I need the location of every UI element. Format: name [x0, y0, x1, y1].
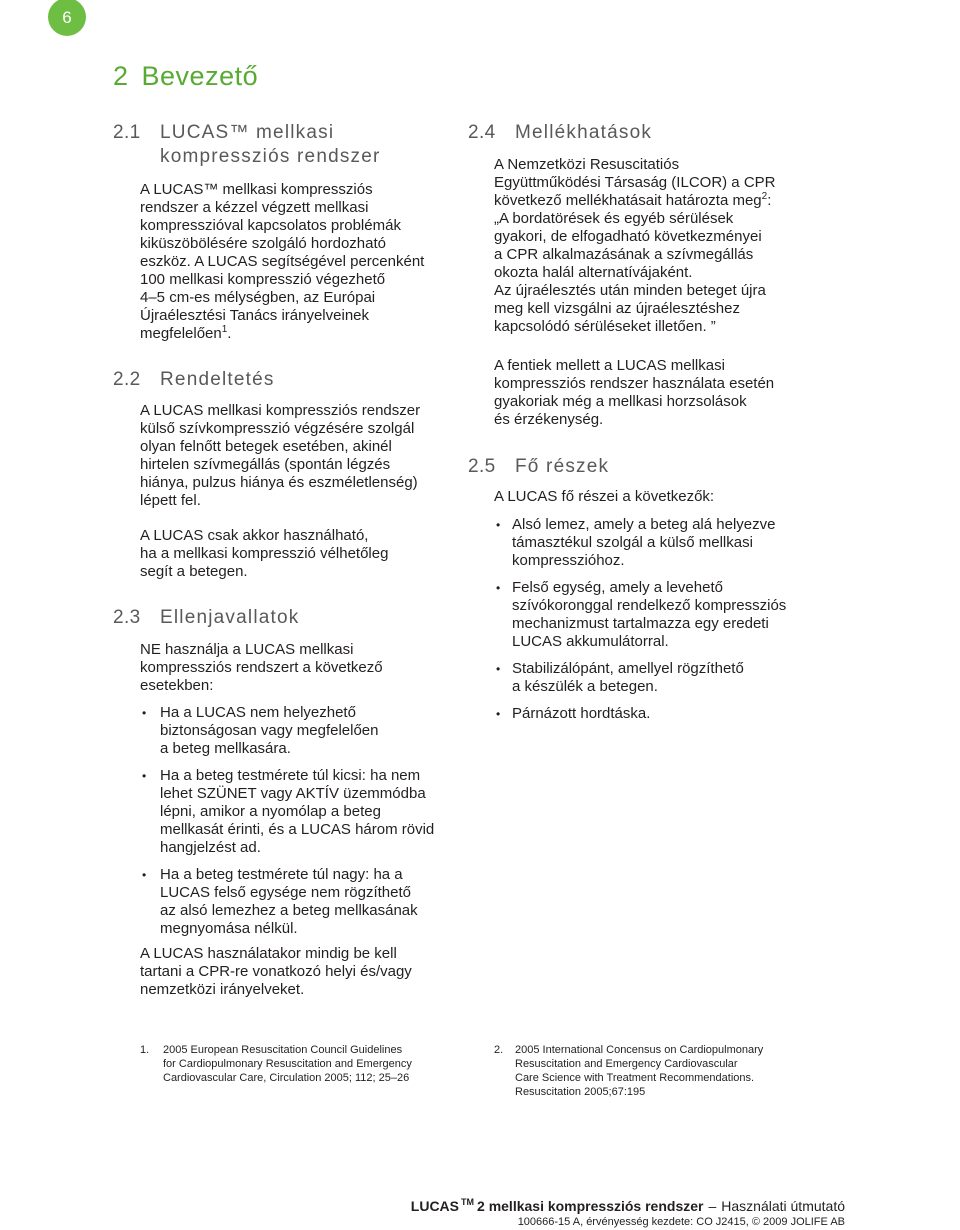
- section-title: LUCAS™ mellkasi kompressziós rendszer: [160, 122, 381, 167]
- section-number: 2.5: [468, 456, 496, 477]
- paragraph-main-parts-intro: A LUCAS fő részei a következők:: [494, 488, 715, 505]
- footer-product-rest: 2 mellkasi kompressziós rendszer: [477, 1198, 704, 1214]
- footer-doc-title: Használati útmutató: [721, 1198, 845, 1214]
- trademark-mark: TM: [461, 1197, 475, 1207]
- section-title: Fő részek: [515, 456, 610, 477]
- chapter-title: [113, 60, 258, 92]
- paragraph-use-condition: A LUCAS csak akkor használható, ha a mellkasi kompresszió vélhetőleg segít a betegen.: [140, 527, 389, 580]
- paragraph-intended-use: A LUCAS mellkasi kompressziós rendszer külső szívkompresszió végzésére szolgál olyan felnőtt betegek esetében, akinél hirtelen szívmegállás (spontán légzés hiánya, pulzus hiánya és eszméletlenség) lépett fel.: [140, 402, 421, 509]
- page-number-badge: [48, 0, 86, 36]
- page-number: 6: [62, 8, 72, 27]
- footer-product-name: LUCAS: [410, 1198, 460, 1214]
- list-item: • Ha a beteg testmérete túl nagy: ha a LUCAS felső egysége nem rögzíthető az alsó lemezhez a beteg mellkasának megnyomása nélkül.: [140, 866, 434, 938]
- main-parts-list: [494, 516, 786, 732]
- paragraph-additional-side-effects: A fentiek mellett a LUCAS mellkasi kompressziós rendszer használata esetén gyakoriak még a mellkasi horzsolások és érzékenység.: [494, 357, 775, 428]
- paragraph-end: .: [227, 325, 232, 342]
- contraindications-list: [140, 704, 434, 947]
- footnote-number: 1.: [140, 1044, 150, 1056]
- paragraph-text: A LUCAS™ mellkasi kompressziós rendszer a kézzel végzett mellkasi kompresszióval kapcsolatos problémák kiküszöbölésére szolgáló hordozható eszköz. A LUCAS segítségével percenként 100 mellkasi kompresszió végezhető 4–5 cm-es mélységben, az Európai Újraélesztési Tanács irányelveinek megfelelően: [140, 181, 425, 342]
- chapter-number: 2: [113, 61, 129, 91]
- list-item: • Párnázott hordtáska.: [494, 705, 786, 723]
- list-item: • Ha a LUCAS nem helyezhető biztonságosan vagy megfelelően a beteg mellkasára.: [140, 704, 434, 758]
- paragraph-text: A Nemzetközi Resuscitatiós Együttműködési Társaság (ILCOR) a CPR következő mellékhatásait határozta meg: [494, 156, 776, 209]
- list-item: • Stabilizálópánt, amellyel rögzíthető a készülék a betegen.: [494, 660, 786, 696]
- section-number: 2.3: [113, 607, 141, 628]
- section-heading-2-3: [113, 606, 299, 630]
- footer-document-id: 100666-15 A, érvényesség kezdete: CO J2415, © 2009 JOLIFE AB: [517, 1216, 845, 1228]
- list-item: • Felső egység, amely a levehető szívókoronggal rendelkező kompressziós mechanizmust tartalmazza egy eredeti LUCAS akkumulátorral.: [494, 579, 786, 651]
- footnote-reference-2: 2: [761, 191, 768, 202]
- footnote-text: 2005 International Concensus on Cardiopulmonary Resuscitation and Emergency Cardiovascular Care Science with Treatment Recommendations. Resuscitation 2005;67:195: [515, 1044, 764, 1098]
- paragraph-quote: : „A bordatörések és egyéb sérülések gyakori, de elfogadható következményei a CPR alkalmazásának a szívmegállás okozta halál alternatívájaként. Az újraélesztés után minden beteget újra meg kell vizsgálni az újraélesztéshez kapcsolódó sérüléseket illetően. ”: [494, 192, 772, 335]
- section-title: Rendeltetés: [160, 369, 275, 390]
- footnote-reference-1: 1: [221, 324, 228, 335]
- section-heading-2-1: [113, 121, 381, 169]
- section-heading-2-5: [468, 455, 609, 479]
- section-number: 2.4: [468, 122, 496, 143]
- list-item: • Ha a beteg testmérete túl kicsi: ha nem lehet SZÜNET vagy AKTÍV üzemmódba lépni, amikor a nyomólap a beteg mellkasát érinti, és a LUCAS három rövid hangjelzést ad.: [140, 767, 434, 857]
- footer-document-title: [411, 1197, 845, 1215]
- paragraph-contraindications-intro: NE használja a LUCAS mellkasi kompressziós rendszert a következő esetekben:: [140, 641, 383, 694]
- section-heading-2-4: [468, 121, 652, 145]
- section-number: 2.1: [113, 122, 141, 143]
- section-title: Ellenjavallatok: [160, 607, 300, 628]
- section-title: Mellékhatások: [515, 122, 653, 143]
- footer-separator: –: [708, 1198, 717, 1214]
- footnote-text: 2005 European Resuscitation Council Guidelines for Cardiopulmonary Resuscitation and Emergency Cardiovascular Care, Circulation 2005; 112; 25–26: [163, 1044, 412, 1084]
- list-item: • Alsó lemez, amely a beteg alá helyezve támasztékul szolgál a külső mellkasi kompresszióhoz.: [494, 516, 786, 570]
- section-number: 2.2: [113, 369, 141, 390]
- paragraph-guidelines-note: A LUCAS használatakor mindig be kell tartani a CPR-re vonatkozó helyi és/vagy nemzetközi irányelveket.: [140, 945, 412, 998]
- chapter-title-text: Bevezető: [141, 61, 259, 91]
- footnote-number: 2.: [494, 1044, 504, 1056]
- section-heading-2-2: [113, 368, 275, 392]
- paragraph-system-description: [140, 181, 424, 343]
- paragraph-side-effects: [494, 156, 776, 336]
